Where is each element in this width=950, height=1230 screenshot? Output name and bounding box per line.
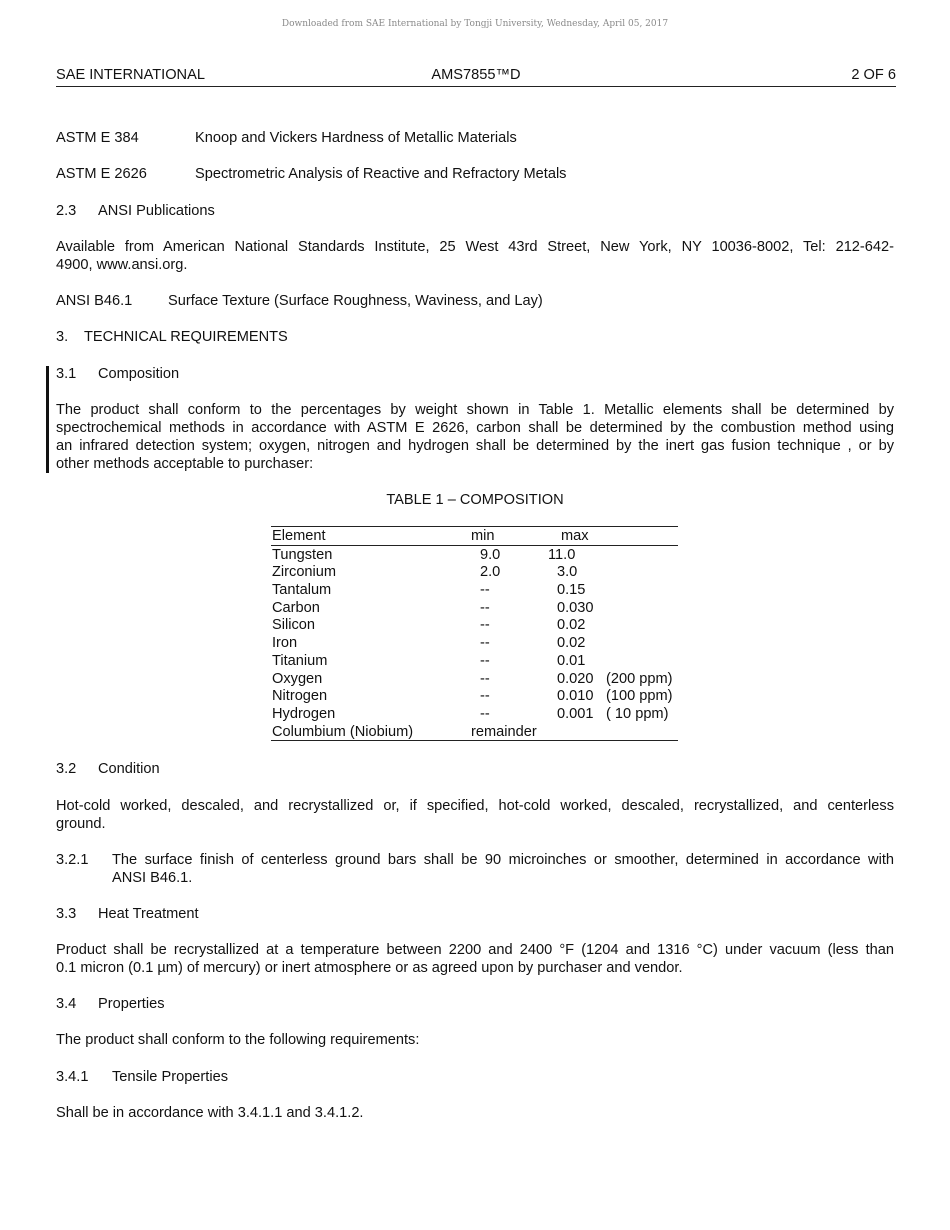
cell-max: 0.01	[557, 652, 586, 669]
table-row	[271, 581, 678, 599]
table-row	[271, 687, 678, 705]
cell-ppm: (100 ppm)	[606, 688, 673, 705]
cell-min: --	[480, 617, 490, 634]
cell-min: 9.0	[480, 546, 501, 563]
cell-element: Tantalum	[272, 582, 332, 599]
cell-max: 0.020	[557, 670, 594, 687]
table-body	[271, 546, 678, 741]
section-number: 3.1	[56, 366, 77, 382]
cell-element: Silicon	[272, 617, 315, 634]
reference-code: ASTM E 384	[56, 130, 139, 146]
revision-change-bar	[46, 366, 49, 473]
section-heading: Heat Treatment	[98, 906, 199, 922]
paragraph-line: ANSI B46.1.	[112, 870, 193, 886]
cell-min: --	[480, 582, 490, 599]
composition-paragraph	[56, 401, 894, 473]
header-publisher: SAE INTERNATIONAL	[56, 67, 205, 83]
table-row	[271, 546, 678, 564]
cell-min: --	[480, 705, 490, 722]
table-row	[271, 634, 678, 652]
reference-title: Knoop and Vickers Hardness of Metallic Materials	[195, 130, 517, 146]
paragraph-line: Hot-cold worked, descaled, and recrystallized or, if specified, hot-cold worked, descaled, recrystallized, and centerless	[56, 798, 894, 814]
cell-min: --	[480, 599, 490, 616]
cell-max: 0.02	[557, 617, 586, 634]
composition-table	[271, 526, 678, 741]
cell-element: Tungsten	[272, 546, 333, 563]
column-header-element: Element	[272, 528, 326, 544]
cell-max: 11.0	[548, 546, 576, 563]
section-number: 3.2	[56, 761, 77, 777]
header-page-number: 2 OF 6	[851, 67, 896, 83]
cell-min: --	[480, 652, 490, 669]
paragraph-line: Available from American National Standards Institute, 25 West 43rd Street, New York, NY 10036-8002, Tel: 212-642-	[56, 239, 894, 255]
cell-min: 2.0	[480, 564, 501, 581]
surface-finish-paragraph	[112, 851, 894, 887]
paragraph-line: an infrared detection system; oxygen, nitrogen and hydrogen shall be determined by the inert gas fusion technique , or by	[56, 438, 894, 454]
paragraph-line: The product shall conform to the percentages by weight shown in Table 1. Metallic elements shall be determined by	[56, 402, 894, 418]
reference-title: Spectrometric Analysis of Reactive and Refractory Metals	[195, 166, 567, 182]
section-number: 2.3	[56, 203, 77, 219]
table-header-row	[271, 527, 678, 546]
cell-max: 0.010	[557, 688, 594, 705]
cell-min: --	[480, 688, 490, 705]
paragraph-line: The surface finish of centerless ground bars shall be 90 microinches or smoother, determined in accordance with	[112, 852, 894, 868]
header-doc-number: AMS7855™D	[431, 67, 521, 83]
paragraph-line: ground.	[56, 816, 106, 832]
section-number: 3.4	[56, 996, 77, 1012]
section-number: 3.2.1	[56, 852, 89, 868]
table-row	[271, 670, 678, 688]
condition-paragraph	[56, 797, 894, 833]
cell-max: 0.001	[557, 705, 594, 722]
paragraph-line: 0.1 micron (0.1 µm) of mercury) or inert atmosphere or as agreed upon by purchaser and vendor.	[56, 960, 683, 976]
table-row	[271, 652, 678, 670]
cell-max: 0.02	[557, 635, 586, 652]
page-header	[56, 66, 896, 87]
section-heading: Properties	[98, 996, 165, 1012]
ansi-availability-paragraph	[56, 238, 894, 274]
cell-element: Zirconium	[272, 564, 337, 581]
table-row	[271, 705, 678, 723]
cell-element: Columbium (Niobium)	[272, 723, 414, 740]
paragraph-line: 4900, www.ansi.org.	[56, 257, 188, 273]
section-heading: TECHNICAL REQUIREMENTS	[84, 329, 288, 345]
cell-min: remainder	[471, 723, 537, 740]
cell-element: Oxygen	[272, 670, 323, 687]
reference-title: Surface Texture (Surface Roughness, Waviness, and Lay)	[168, 293, 543, 309]
table-row	[271, 723, 678, 741]
column-header-min: min	[471, 528, 495, 544]
cell-element: Iron	[272, 635, 298, 652]
cell-element: Nitrogen	[272, 688, 328, 705]
properties-paragraph: The product shall conform to the following requirements:	[56, 1032, 420, 1048]
section-heading: Composition	[98, 366, 180, 382]
section-number: 3.3	[56, 906, 77, 922]
cell-max: 0.030	[557, 599, 594, 616]
section-number: 3.	[56, 329, 69, 345]
cell-ppm: ( 10 ppm)	[606, 705, 669, 722]
cell-element: Carbon	[272, 599, 320, 616]
table-row	[271, 599, 678, 617]
cell-element: Hydrogen	[272, 705, 336, 722]
tensile-paragraph: Shall be in accordance with 3.4.1.1 and 3.4.1.2.	[56, 1105, 364, 1121]
download-notice: Downloaded from SAE International by Tongji University, Wednesday, April 05, 2017	[281, 19, 669, 29]
cell-max: 0.15	[557, 582, 586, 599]
table-caption: TABLE 1 – COMPOSITION	[386, 492, 564, 508]
cell-min: --	[480, 635, 490, 652]
section-number: 3.4.1	[56, 1069, 89, 1085]
reference-code: ASTM E 2626	[56, 166, 147, 182]
cell-ppm: (200 ppm)	[606, 670, 673, 687]
cell-max: 3.0	[557, 564, 578, 581]
cell-element: Titanium	[272, 652, 328, 669]
section-heading: ANSI Publications	[98, 203, 215, 219]
paragraph-line: spectrochemical methods in accordance with ASTM E 2626, carbon shall be determined by the combustion method using	[56, 420, 894, 436]
table-row	[271, 616, 678, 634]
heat-treatment-paragraph	[56, 941, 894, 977]
section-heading: Tensile Properties	[112, 1069, 228, 1085]
cell-min: --	[480, 670, 490, 687]
table-row	[271, 563, 678, 581]
reference-code: ANSI B46.1	[56, 293, 133, 309]
section-heading: Condition	[98, 761, 160, 777]
paragraph-line: Product shall be recrystallized at a temperature between 2200 and 2400 °F (1204 and 1316 °C) under vacuum (less than	[56, 942, 894, 958]
column-header-max: max	[561, 528, 589, 544]
paragraph-line: other methods acceptable to purchaser:	[56, 456, 314, 472]
